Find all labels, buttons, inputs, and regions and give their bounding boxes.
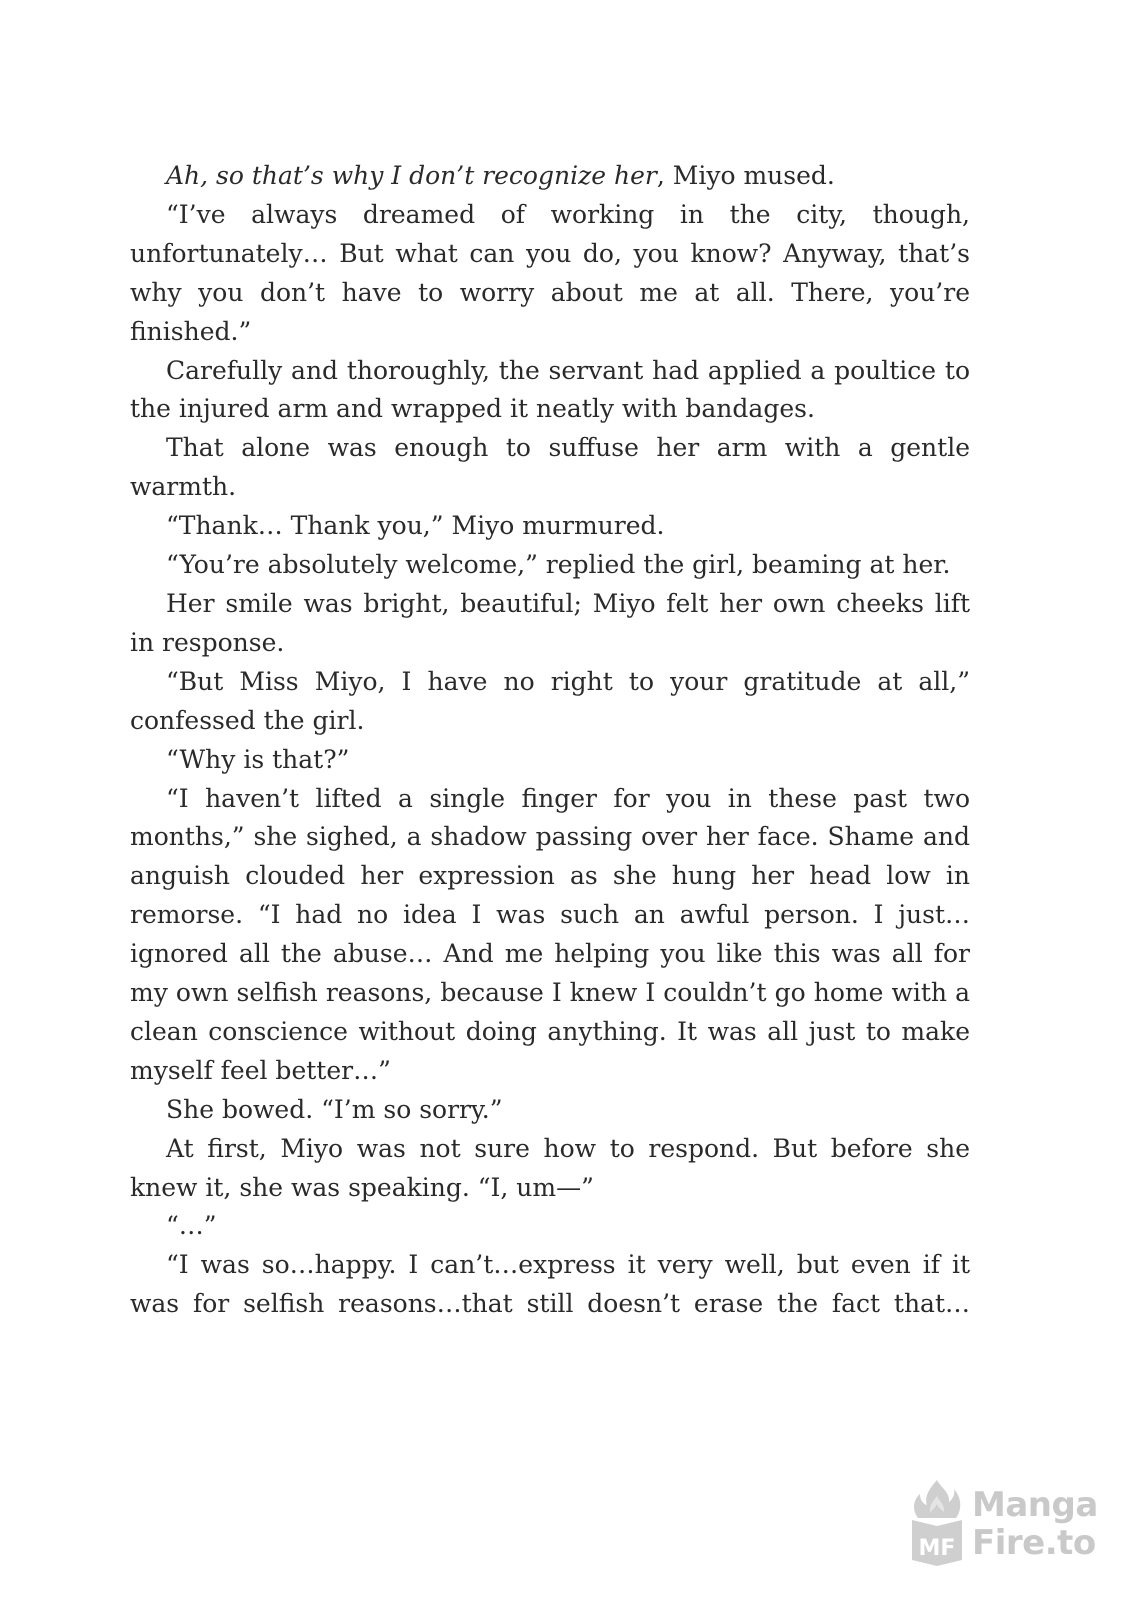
watermark-line-1: Manga (972, 1485, 1098, 1525)
paragraph-2: “I’ve always dreamed of working in the city, though, unfortunately… But what can you do, you know? Anyway, that’s why you don’t have to worry about me at all. There, you’re finished.” (130, 199, 970, 346)
paragraph-4: That alone was enough to suffuse her arm with a gentle warmth. (130, 433, 970, 502)
paragraph-7: Her smile was bright, beautiful; Miyo felt her own cheeks lift in response. (130, 588, 970, 657)
body-text (130, 157, 970, 1324)
flame-book-logo-icon (908, 1478, 966, 1566)
paragraph-5: “Thank… Thank you,” Miyo murmured. (166, 511, 665, 541)
paragraph-1 (130, 157, 970, 196)
paragraph-14: “I was so…happy. I can’t…express it very well, but even if it was for selfish reasons…that still doesn’t erase the fact that… (130, 1250, 970, 1319)
site-watermark (900, 1478, 1100, 1568)
paragraph-13: “…” (166, 1211, 217, 1241)
paragraph-3: Carefully and thoroughly, the servant had applied a poultice to the injured arm and wrapped it neatly with bandages. (130, 355, 970, 424)
paragraph-8: “But Miss Miyo, I have no right to your gratitude at all,” confessed the girl. (130, 666, 970, 735)
watermark-text (972, 1486, 1098, 1562)
paragraph-9: “Why is that?” (166, 744, 350, 774)
logo-letters: MF (918, 1536, 956, 1561)
watermark-line-2: Fire.to (972, 1523, 1096, 1563)
paragraph-6: “You’re absolutely welcome,” replied the girl, beaming at her. (166, 550, 951, 580)
paragraph-text: , Miyo mused. (656, 161, 835, 190)
paragraph-11: She bowed. “I’m so sorry.” (166, 1094, 503, 1124)
inner-thought: Ah, so that’s why I don’t recognize her (166, 161, 657, 190)
paragraph-10: “I haven’t lifted a single finger for you in these past two months,” she sighed, a shadow passing over her face. Shame and anguish clouded her expression as she hung her head low in remorse. “I had no idea I was such an awful person. I just… ignored all the abuse… And me helping you like this was all for my own selfish reasons, because I knew I couldn’t go home with a clean conscience without doing anything. It was all just to make myself feel better…” (130, 783, 970, 1085)
paragraph-12: At first, Miyo was not sure how to respond. But before she knew it, she was speaking. “I, um—” (130, 1133, 970, 1202)
